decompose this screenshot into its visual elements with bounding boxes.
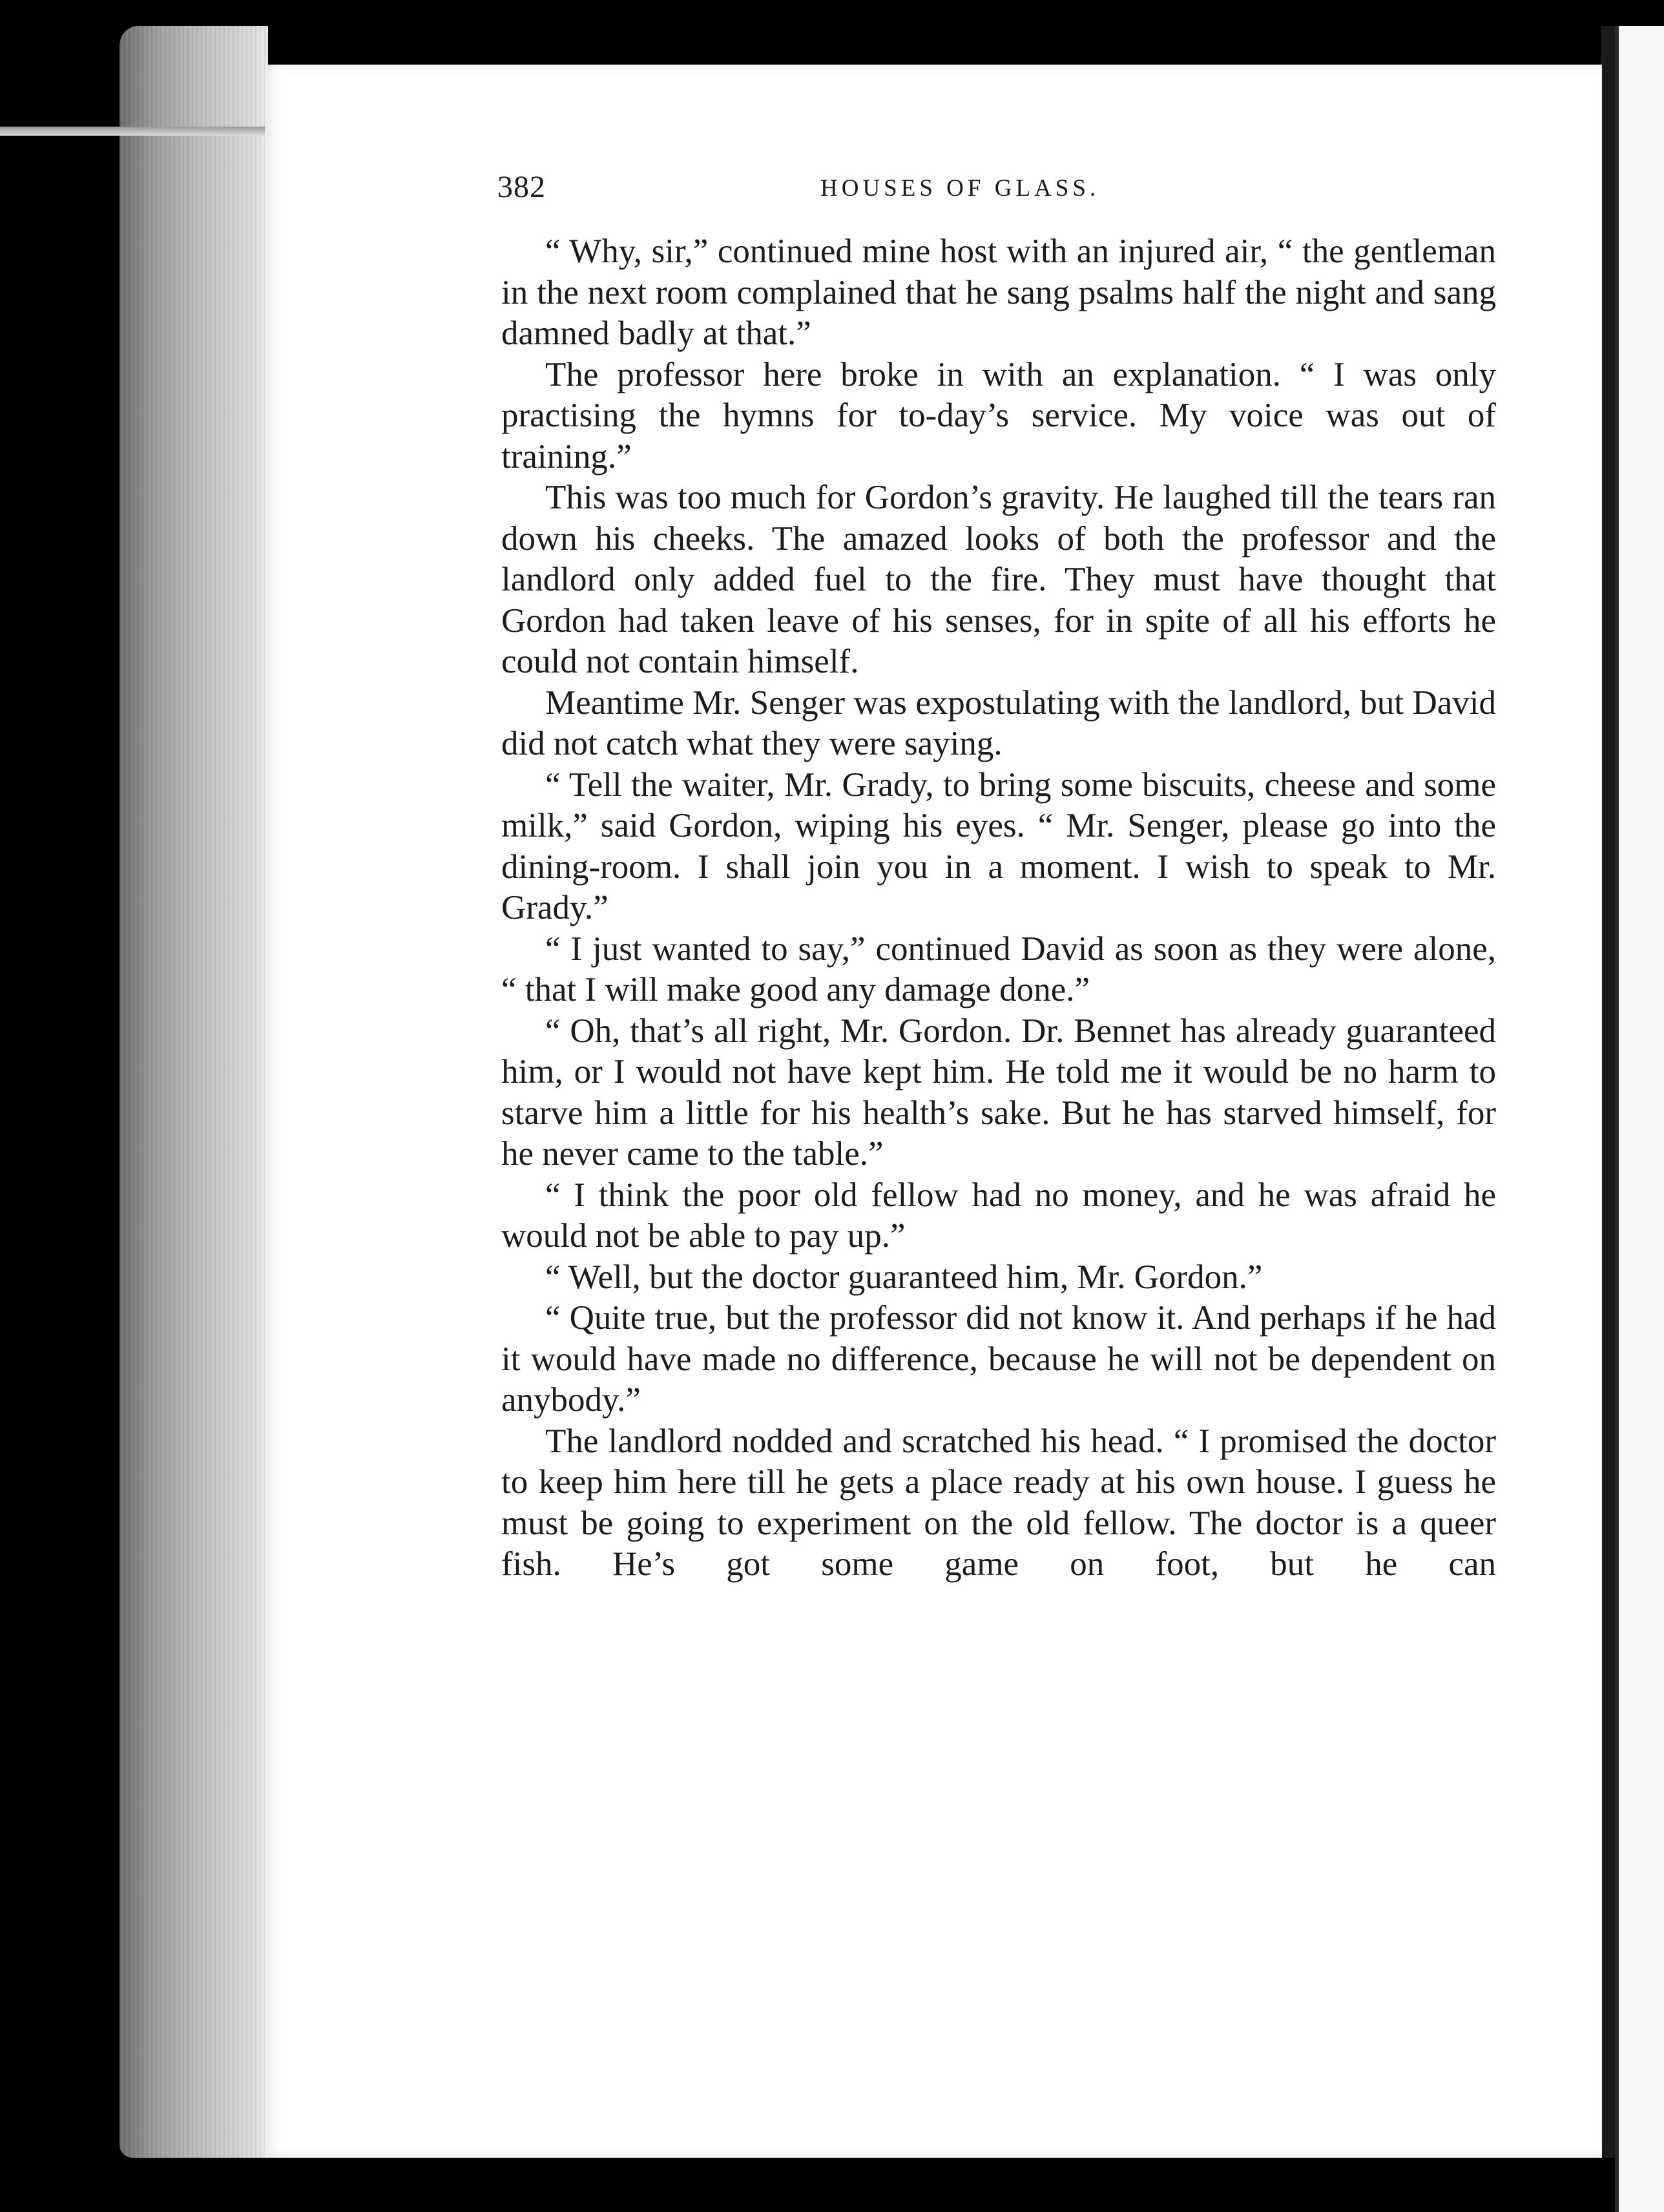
paragraph: Meantime Mr. Senger was expostulating with the landlord, but David did not catch what they were saying. — [501, 683, 1496, 762]
paragraph: “ Well, but the doctor guaranteed him, Mr. Gordon.” — [545, 1258, 1263, 1296]
paragraph: “ Quite true, but the professor did not know it. And perhaps if he had it would have made no difference, because he will not be dependent on anybody.” — [501, 1299, 1496, 1419]
paragraph: The landlord nodded and scratched his head. “ I promised the doctor to keep him here till he gets a place ready at his own house. I guess he must be going to experiment on the old fellow. The doctor is a queer fish. He’s got some game on foot, but he can — [501, 1422, 1496, 1583]
paragraph: “ Oh, that’s all right, Mr. Gordon. Dr. Bennet has already guaranteed him, or I would not have kept him. He told me it would be no harm to starve him a little for his health’s sake. But he has starved himself, for he never came to the table.” — [501, 1012, 1496, 1173]
paragraph: “ Why, sir,” continued mine host with an injured air, “ the gentleman in the next room complained that he sang psalms half the night and sang damned badly at that.” — [501, 233, 1496, 352]
running-title: HOUSES OF GLASS. — [820, 175, 1100, 202]
paragraph: “ Tell the waiter, Mr. Grady, to bring some biscuits, cheese and some milk,” said Gordon, wiping his eyes. “ Mr. Senger, please go into the dining-room. I shall join you in a moment. I wish to speak to Mr. Grady.” — [501, 766, 1496, 926]
paragraph: The professor here broke in with an explanation. “ I was only practising the hymns for to-day’s service. My voice was out of training.” — [501, 355, 1496, 475]
scan-edge-band — [0, 127, 271, 136]
page-number: 382 — [497, 170, 546, 204]
paragraph: “ I just wanted to say,” continued David as soon as they were alone, “ that I will make good any damage done.” — [501, 930, 1496, 1008]
facing-page-fragment — [1615, 26, 1664, 2212]
page-edge-texture — [120, 26, 268, 2158]
page-header — [497, 169, 1479, 214]
paragraph: “ I think the poor old fellow had no money, and he was afraid he would not be able to pay up.” — [501, 1176, 1496, 1255]
book-gutter — [1601, 26, 1615, 2158]
paragraph: This was too much for Gordon’s gravity. He laughed till the tears ran down his cheeks. The amazed looks of both the professor and the landlord only added fuel to the fire. They must have thought that Gordon had taken leave of his senses, for in spite of all his efforts he could not contain himself. — [501, 479, 1496, 680]
body-text — [501, 231, 1496, 1585]
